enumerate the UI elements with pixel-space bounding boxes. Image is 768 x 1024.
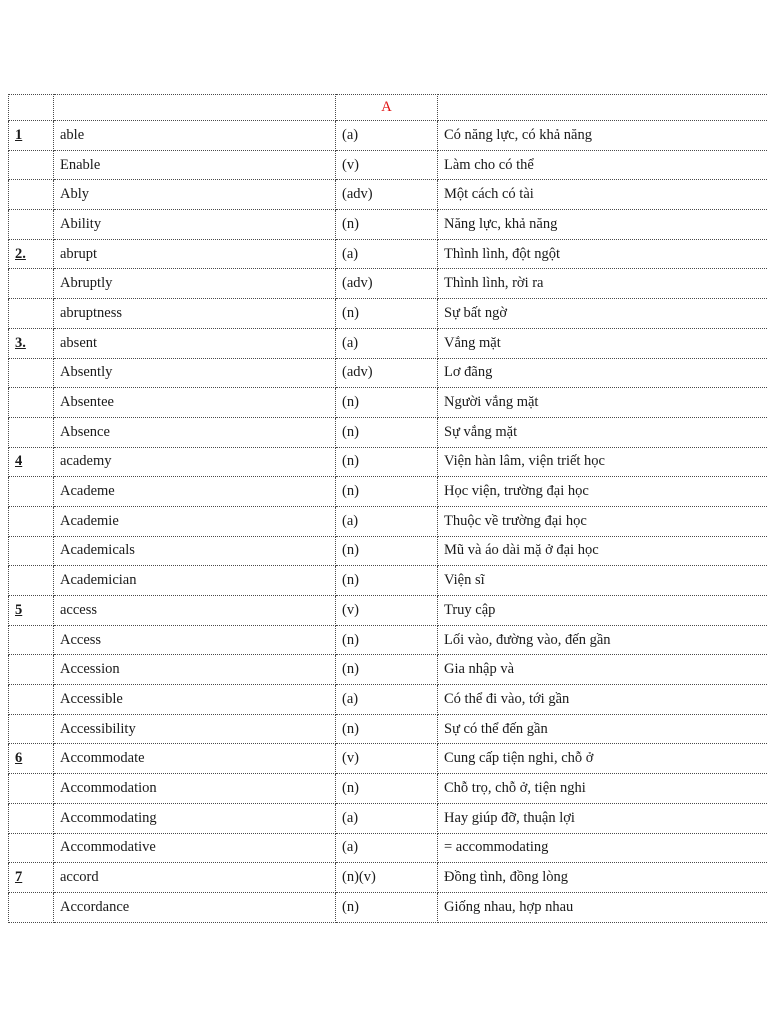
part-of-speech-cell: (n) xyxy=(336,655,438,685)
table-row xyxy=(9,150,768,180)
entry-number xyxy=(9,625,54,655)
word-cell: Accessibility xyxy=(54,714,336,744)
word-cell: absent xyxy=(54,328,336,358)
meaning-cell: Hay giúp đỡ, thuận lợi xyxy=(438,803,768,833)
entry-number xyxy=(9,566,54,596)
table-row xyxy=(9,833,768,863)
entry-number xyxy=(9,417,54,447)
table-row xyxy=(9,210,768,240)
section-letter: A xyxy=(336,95,438,121)
word-cell: Accommodative xyxy=(54,833,336,863)
part-of-speech-cell: (a) xyxy=(336,239,438,269)
entry-number: 2. xyxy=(9,239,54,269)
word-cell: access xyxy=(54,596,336,626)
header-cell-empty xyxy=(9,95,54,121)
table-row xyxy=(9,358,768,388)
entry-number: 4 xyxy=(9,447,54,477)
entry-number xyxy=(9,269,54,299)
meaning-cell: Cung cấp tiện nghi, chỗ ở xyxy=(438,744,768,774)
meaning-cell: = accommodating xyxy=(438,833,768,863)
part-of-speech-cell: (n) xyxy=(336,299,438,329)
table-row xyxy=(9,536,768,566)
meaning-cell: Sự vắng mặt xyxy=(438,417,768,447)
table-row xyxy=(9,239,768,269)
meaning-cell: Năng lực, khả năng xyxy=(438,210,768,240)
word-cell: Ably xyxy=(54,180,336,210)
meaning-cell: Lơ đãng xyxy=(438,358,768,388)
meaning-cell: Người vắng mặt xyxy=(438,388,768,418)
part-of-speech-cell: (n)(v) xyxy=(336,863,438,893)
word-cell: Academe xyxy=(54,477,336,507)
part-of-speech-cell: (n) xyxy=(336,536,438,566)
table-row xyxy=(9,714,768,744)
entry-number: 1 xyxy=(9,121,54,151)
table-row xyxy=(9,121,768,151)
part-of-speech-cell: (adv) xyxy=(336,269,438,299)
part-of-speech-cell: (a) xyxy=(336,328,438,358)
table-row xyxy=(9,417,768,447)
word-cell: Academie xyxy=(54,506,336,536)
part-of-speech-cell: (n) xyxy=(336,566,438,596)
table-row xyxy=(9,180,768,210)
word-cell: abrupt xyxy=(54,239,336,269)
table-row xyxy=(9,863,768,893)
part-of-speech-cell: (v) xyxy=(336,596,438,626)
table-row xyxy=(9,477,768,507)
word-cell: Absently xyxy=(54,358,336,388)
part-of-speech-cell: (n) xyxy=(336,477,438,507)
meaning-cell: Lối vào, đường vào, đến gần xyxy=(438,625,768,655)
part-of-speech-cell: (a) xyxy=(336,803,438,833)
entry-number xyxy=(9,714,54,744)
table-row xyxy=(9,774,768,804)
meaning-cell: Học viện, trường đại học xyxy=(438,477,768,507)
meaning-cell: Thuộc về trường đại học xyxy=(438,506,768,536)
part-of-speech-cell: (n) xyxy=(336,388,438,418)
entry-number: 7 xyxy=(9,863,54,893)
part-of-speech-cell: (v) xyxy=(336,744,438,774)
meaning-cell: Thình lình, đột ngột xyxy=(438,239,768,269)
meaning-cell: Một cách có tài xyxy=(438,180,768,210)
table-row xyxy=(9,447,768,477)
meaning-cell: Có thể đi vào, tới gần xyxy=(438,685,768,715)
part-of-speech-cell: (n) xyxy=(336,417,438,447)
entry-number xyxy=(9,774,54,804)
entry-number xyxy=(9,210,54,240)
word-cell: Ability xyxy=(54,210,336,240)
table-row xyxy=(9,269,768,299)
entry-number xyxy=(9,388,54,418)
table-row xyxy=(9,655,768,685)
entry-number xyxy=(9,833,54,863)
word-cell: Accommodating xyxy=(54,803,336,833)
word-cell: Absentee xyxy=(54,388,336,418)
meaning-cell: Viện sĩ xyxy=(438,566,768,596)
part-of-speech-cell: (n) xyxy=(336,892,438,922)
meaning-cell: Chỗ trọ, chỗ ở, tiện nghi xyxy=(438,774,768,804)
entry-number xyxy=(9,180,54,210)
table-row xyxy=(9,744,768,774)
entry-number: 5 xyxy=(9,596,54,626)
entry-number xyxy=(9,358,54,388)
part-of-speech-cell: (n) xyxy=(336,447,438,477)
word-cell: Academician xyxy=(54,566,336,596)
table-row xyxy=(9,299,768,329)
word-cell: Academicals xyxy=(54,536,336,566)
entry-number xyxy=(9,685,54,715)
meaning-cell: Làm cho có thể xyxy=(438,150,768,180)
entry-number: 3. xyxy=(9,328,54,358)
entry-number xyxy=(9,506,54,536)
word-cell: academy xyxy=(54,447,336,477)
part-of-speech-cell: (n) xyxy=(336,210,438,240)
entry-number xyxy=(9,536,54,566)
table-row xyxy=(9,388,768,418)
vocabulary-table xyxy=(8,94,768,923)
table-row xyxy=(9,625,768,655)
table-row xyxy=(9,506,768,536)
table-row xyxy=(9,892,768,922)
header-cell-empty xyxy=(438,95,768,121)
part-of-speech-cell: (v) xyxy=(336,150,438,180)
word-cell: Accommodate xyxy=(54,744,336,774)
meaning-cell: Đồng tình, đồng lòng xyxy=(438,863,768,893)
part-of-speech-cell: (n) xyxy=(336,714,438,744)
meaning-cell: Mũ và áo dài mặ ở đại học xyxy=(438,536,768,566)
part-of-speech-cell: (n) xyxy=(336,774,438,804)
entry-number xyxy=(9,477,54,507)
part-of-speech-cell: (adv) xyxy=(336,358,438,388)
word-cell: Access xyxy=(54,625,336,655)
entry-number xyxy=(9,892,54,922)
meaning-cell: Có năng lực, có khả năng xyxy=(438,121,768,151)
word-cell: Absence xyxy=(54,417,336,447)
word-cell: able xyxy=(54,121,336,151)
word-cell: Accordance xyxy=(54,892,336,922)
word-cell: accord xyxy=(54,863,336,893)
entry-number: 6 xyxy=(9,744,54,774)
header-cell-empty xyxy=(54,95,336,121)
table-row xyxy=(9,803,768,833)
entry-number xyxy=(9,803,54,833)
entry-number xyxy=(9,299,54,329)
part-of-speech-cell: (a) xyxy=(336,121,438,151)
table-row xyxy=(9,328,768,358)
entry-number xyxy=(9,655,54,685)
part-of-speech-cell: (adv) xyxy=(336,180,438,210)
table-row xyxy=(9,685,768,715)
part-of-speech-cell: (n) xyxy=(336,625,438,655)
meaning-cell: Truy cập xyxy=(438,596,768,626)
part-of-speech-cell: (a) xyxy=(336,506,438,536)
meaning-cell: Giống nhau, hợp nhau xyxy=(438,892,768,922)
word-cell: Enable xyxy=(54,150,336,180)
part-of-speech-cell: (a) xyxy=(336,833,438,863)
word-cell: Accommodation xyxy=(54,774,336,804)
entry-number xyxy=(9,150,54,180)
meaning-cell: Thình lình, rời ra xyxy=(438,269,768,299)
table-row xyxy=(9,596,768,626)
word-cell: Accessible xyxy=(54,685,336,715)
table-header-row xyxy=(9,95,768,121)
word-cell: Accession xyxy=(54,655,336,685)
part-of-speech-cell: (a) xyxy=(336,685,438,715)
meaning-cell: Sự bất ngờ xyxy=(438,299,768,329)
meaning-cell: Sự có thể đến gần xyxy=(438,714,768,744)
table-row xyxy=(9,566,768,596)
word-cell: Abruptly xyxy=(54,269,336,299)
meaning-cell: Gia nhập và xyxy=(438,655,768,685)
word-cell: abruptness xyxy=(54,299,336,329)
meaning-cell: Viện hàn lâm, viện triết học xyxy=(438,447,768,477)
meaning-cell: Vắng mặt xyxy=(438,328,768,358)
